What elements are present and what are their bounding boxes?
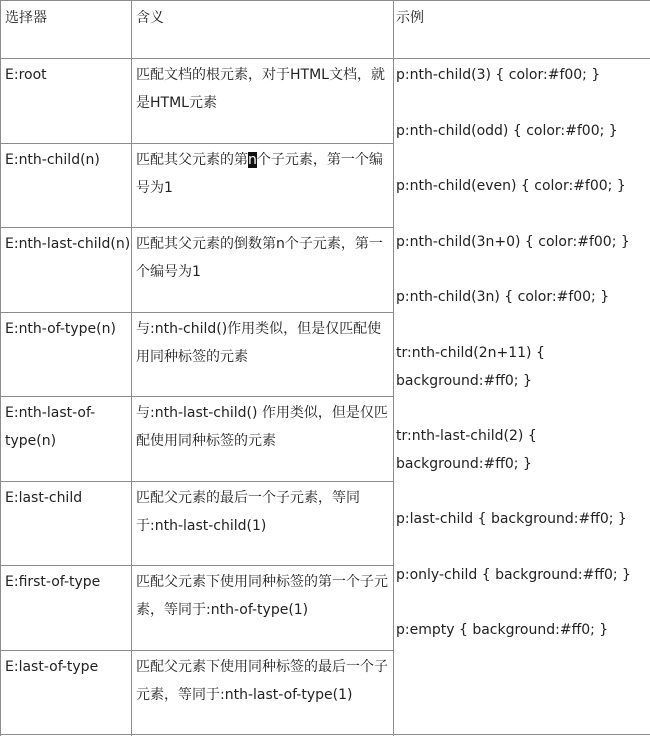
example-line: tr:nth-last-child(2) { background:#ff0; } [396, 428, 537, 472]
table-border-top [0, 0, 650, 1]
header-selector: 选择器 [5, 10, 47, 26]
meaning-cell: 匹配其父元素的倒数第n个子元素，第一个编号为1 [136, 236, 383, 280]
selector-cell: E:first-of-type [5, 574, 101, 590]
row-divider [0, 143, 394, 144]
selector-cell: E:last-child [5, 490, 83, 506]
column-divider-1 [131, 0, 132, 736]
header-row-divider [0, 58, 650, 59]
header-example: 示例 [396, 10, 424, 26]
example-line: p:nth-child(3n+0) { color:#f00; } [396, 234, 630, 250]
row-divider [0, 312, 394, 313]
example-line: tr:nth-child(2n+11) { background:#ff0; } [396, 345, 545, 389]
row-divider [0, 650, 394, 651]
table-border-left [0, 0, 1, 736]
selector-cell: E:last-of-type [5, 659, 99, 675]
meaning-cell: 匹配父元素下使用同种标签的最后一个子元素，等同于:nth-last-of-type(1) [136, 659, 388, 703]
example-line: p:empty { background:#ff0; } [396, 622, 609, 638]
selector-cell: E:nth-child(n) [5, 152, 100, 168]
meaning-cell: 匹配父元素下使用同种标签的第一个子元素，等同于:nth-of-type(1) [136, 574, 388, 618]
example-line: p:nth-child(3) { color:#f00; } [396, 67, 601, 83]
row-divider [0, 396, 394, 397]
selector-cell: E:root [5, 67, 47, 83]
meaning-text: 个子元素，第一个编号为1 [136, 152, 383, 196]
meaning-cell [136, 146, 392, 202]
selector-cell: E:nth-last-child(n) [5, 236, 131, 252]
example-line: p:only-child { background:#ff0; } [396, 567, 631, 583]
row-divider [0, 227, 394, 228]
example-line: p:nth-child(3n) { color:#f00; } [396, 289, 610, 305]
example-line: p:nth-child(odd) { color:#f00; } [396, 123, 618, 139]
selector-cell: E:nth-of-type(n) [5, 321, 116, 337]
example-line: p:last-child { background:#ff0; } [396, 511, 627, 527]
header-meaning: 含义 [136, 10, 164, 26]
row-divider [0, 481, 394, 482]
selector-cell: E:nth-last-of-type(n) [5, 405, 96, 449]
meaning-cell: 匹配父元素的最后一个子元素，等同于:nth-last-child(1) [136, 490, 360, 534]
meaning-cell: 与:nth-last-child() 作用类似，但是仅匹配使用同种标签的元素 [136, 405, 388, 449]
row-divider [0, 565, 394, 566]
table-border-bottom [0, 734, 650, 735]
meaning-text: 匹配其父元素的第 [136, 152, 248, 168]
text-selection-highlight: n [248, 152, 257, 168]
example-line: p:nth-child(even) { color:#f00; } [396, 178, 626, 194]
meaning-cell: 匹配文档的根元素，对于HTML文档，就是HTML元素 [136, 67, 385, 111]
meaning-cell: 与:nth-child()作用类似，但是仅匹配使用同种标签的元素 [136, 321, 382, 365]
column-divider-2 [393, 0, 394, 736]
